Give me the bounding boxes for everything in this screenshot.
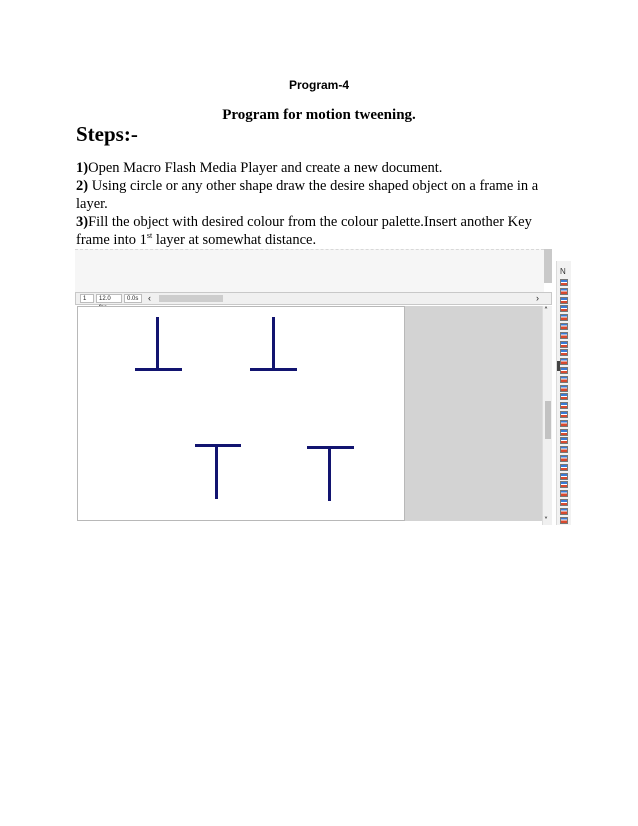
panel-tool-icon[interactable] — [560, 517, 568, 524]
panel-tool-icon[interactable] — [560, 508, 568, 515]
timeline-status-bar — [75, 292, 552, 305]
scroll-up-icon[interactable]: ˄ — [544, 306, 548, 315]
panel-tool-icon[interactable] — [560, 437, 568, 444]
shape-stem — [272, 317, 275, 370]
shape-bar — [135, 368, 182, 371]
panel-tool-icon[interactable] — [560, 358, 568, 365]
ordinal-suffix: st — [146, 231, 153, 241]
step-text: Open Macro Flash Media Player and create a new document. — [88, 160, 443, 176]
panel-tool-icon[interactable] — [560, 349, 568, 356]
panel-tool-icon[interactable] — [560, 429, 568, 436]
elapsed-time[interactable]: 0.0s — [124, 294, 142, 303]
panel-tool-icon[interactable] — [560, 393, 568, 400]
steps-title: Steps:- — [76, 122, 138, 146]
step-number: 3) — [76, 214, 89, 230]
vertical-scroll-thumb[interactable] — [545, 401, 551, 439]
step-2 — [76, 177, 566, 213]
panel-tool-icon[interactable] — [560, 297, 568, 304]
panel-tool-icon[interactable] — [560, 411, 568, 418]
panel-tool-icon[interactable] — [560, 288, 568, 295]
panel-tool-icon[interactable] — [560, 279, 568, 286]
steps-list — [76, 159, 566, 249]
panel-tool-icon[interactable] — [560, 499, 568, 506]
stage-canvas[interactable] — [77, 306, 405, 521]
panel-tool-icon[interactable] — [560, 402, 568, 409]
scroll-left-icon[interactable]: ‹ — [148, 293, 151, 303]
step-3 — [76, 213, 566, 249]
pasteboard — [405, 306, 542, 521]
scroll-down-icon[interactable]: ˅ — [544, 516, 548, 525]
panel-tool-icon[interactable] — [560, 323, 568, 330]
panel-tool-icon[interactable] — [560, 455, 568, 462]
shape-stem — [156, 317, 159, 370]
doc-subheading: Program for motion tweening. — [222, 107, 416, 123]
panel-tool-icon[interactable] — [560, 385, 568, 392]
panel-tool-icon[interactable] — [560, 420, 568, 427]
frame-rate[interactable]: 12.0 — [96, 294, 122, 303]
panel-tool-icon[interactable] — [560, 464, 568, 471]
panel-tool-icon[interactable] — [560, 341, 568, 348]
top-scrollbar-track[interactable] — [544, 249, 552, 283]
shape-stem — [215, 445, 218, 499]
panel-tool-icon[interactable] — [560, 332, 568, 339]
panel-letter: N — [560, 267, 566, 276]
frame-number[interactable]: 1 — [80, 294, 94, 303]
shape-bar — [195, 444, 241, 447]
step-text: Fill the object with desired colour from the colour palette.Insert another Key frame into 1 — [76, 214, 532, 248]
flash-screenshot — [75, 249, 570, 525]
toolbar-area — [75, 249, 544, 293]
timeline-scroll-thumb[interactable] — [159, 295, 223, 302]
shape-bar — [250, 368, 297, 371]
step-1 — [76, 159, 566, 177]
scroll-right-icon[interactable]: › — [536, 293, 539, 303]
panel-tool-icon[interactable] — [560, 490, 568, 497]
stage-vertical-scrollbar[interactable] — [542, 306, 552, 525]
panel-tool-icon[interactable] — [560, 305, 568, 312]
panel-tool-icon[interactable] — [560, 446, 568, 453]
step-number: 1) — [76, 160, 89, 176]
doc-heading: Program-4 — [288, 78, 350, 92]
panel-strip — [556, 261, 571, 525]
step-text: Using circle or any other shape draw the desire shaped object on a frame in a layer. — [76, 178, 539, 212]
step-text-continued: layer at somewhat distance. — [152, 232, 317, 248]
panel-tool-icon[interactable] — [560, 481, 568, 488]
panel-tool-icon[interactable] — [560, 314, 568, 321]
step-number: 2) — [76, 178, 89, 194]
panel-tool-icon[interactable] — [560, 376, 568, 383]
panel-tool-icon[interactable] — [560, 367, 568, 374]
shape-stem — [328, 447, 331, 501]
panel-tool-icon[interactable] — [560, 473, 568, 480]
